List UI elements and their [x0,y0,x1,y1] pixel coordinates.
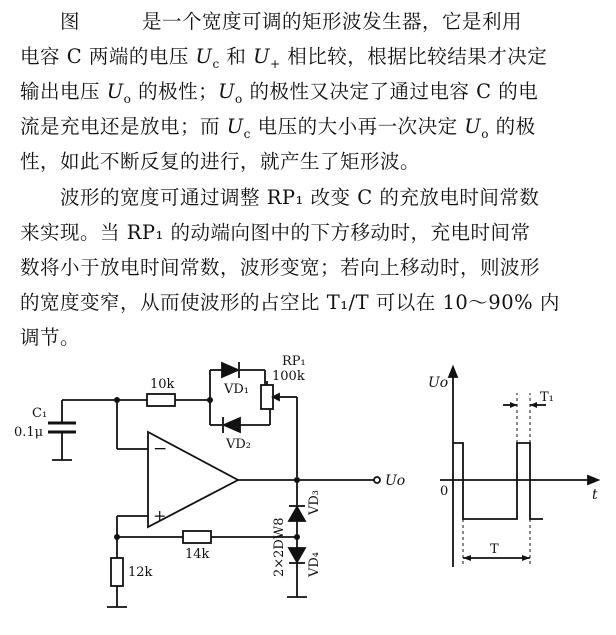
zener-vd3 [289,506,305,521]
p2-line-4: 的宽度变窄，从而使波形的占空比 T₁/T 可以在 10～90% 内 [20,291,560,314]
p1-line-5: 性，如此不断反复的进行，就产生了矩形波。 [20,150,421,173]
label-rp1: RP₁ [282,354,306,369]
p1-line-4: 流是充电还是放电；而 $U_c$ 电压的大小再一次决定 $U_o$ 的极 [20,115,536,141]
label-r3: 12k [128,565,153,580]
label-minus: − [153,439,168,459]
p2-line-3: 数将小于放电时间常数，波形变宽；若向上移动时，则波形 [20,256,541,279]
figure [0,345,616,635]
label-c1: C₁ [32,406,48,421]
wave-origin-label: 0 [440,484,449,499]
p2-line-2: 来实现。当 RP₁ 的动端向图中的下方移动时，充电时间常 [20,221,531,244]
diode-vd2 [223,417,240,433]
label-plus: + [153,506,167,525]
diode-vd1 [222,362,239,378]
paragraph-1 [20,4,600,179]
label-zener-type: 2×2DW8 [272,517,287,577]
square-wave [453,443,543,519]
p2-line-1: 波形的宽度可通过调整 RP₁ 改变 C 的充放电时间常数 [60,186,540,209]
wave-t1-label: T₁ [540,390,554,405]
p1-line-1: 图 是一个宽度可调的矩形波发生器，它是利用 [60,10,523,33]
label-rp1-value: 100k [272,369,305,384]
label-c1-value: 0.1μ [14,425,44,440]
wave-x-label: t [592,487,598,503]
wave-y-label: Uo [428,375,449,391]
resistor-12k [111,558,123,586]
paragraph-2 [20,180,600,355]
resistor-14k [183,531,211,543]
p1-line-2: 电容 C 两端的电压 $U_c$ 和 $U_+$ 相比较，根据比较结果才决定 [20,45,548,71]
zener-vd4 [289,548,305,563]
label-vd1: VD₁ [224,382,250,397]
label-r2: 14k [185,547,210,562]
label-vd3: VD₃ [307,489,322,515]
resistor-10k [147,394,175,406]
label-vd2: VD₂ [226,437,252,452]
label-output: Uo [385,473,406,489]
waveform-diagram [440,367,598,567]
p1-line-3: 输出电压 $U_o$ 的极性；$U_o$ 的极性又决定了通过电容 C 的电 [20,80,539,106]
circuit-diagram [48,362,380,607]
p2-line-5: 调节。 [20,326,81,349]
capacitor-c1 [48,400,76,460]
wave-t-label: T [490,542,499,557]
label-r1: 10k [150,377,175,392]
label-vd4: VD₄ [307,551,322,577]
